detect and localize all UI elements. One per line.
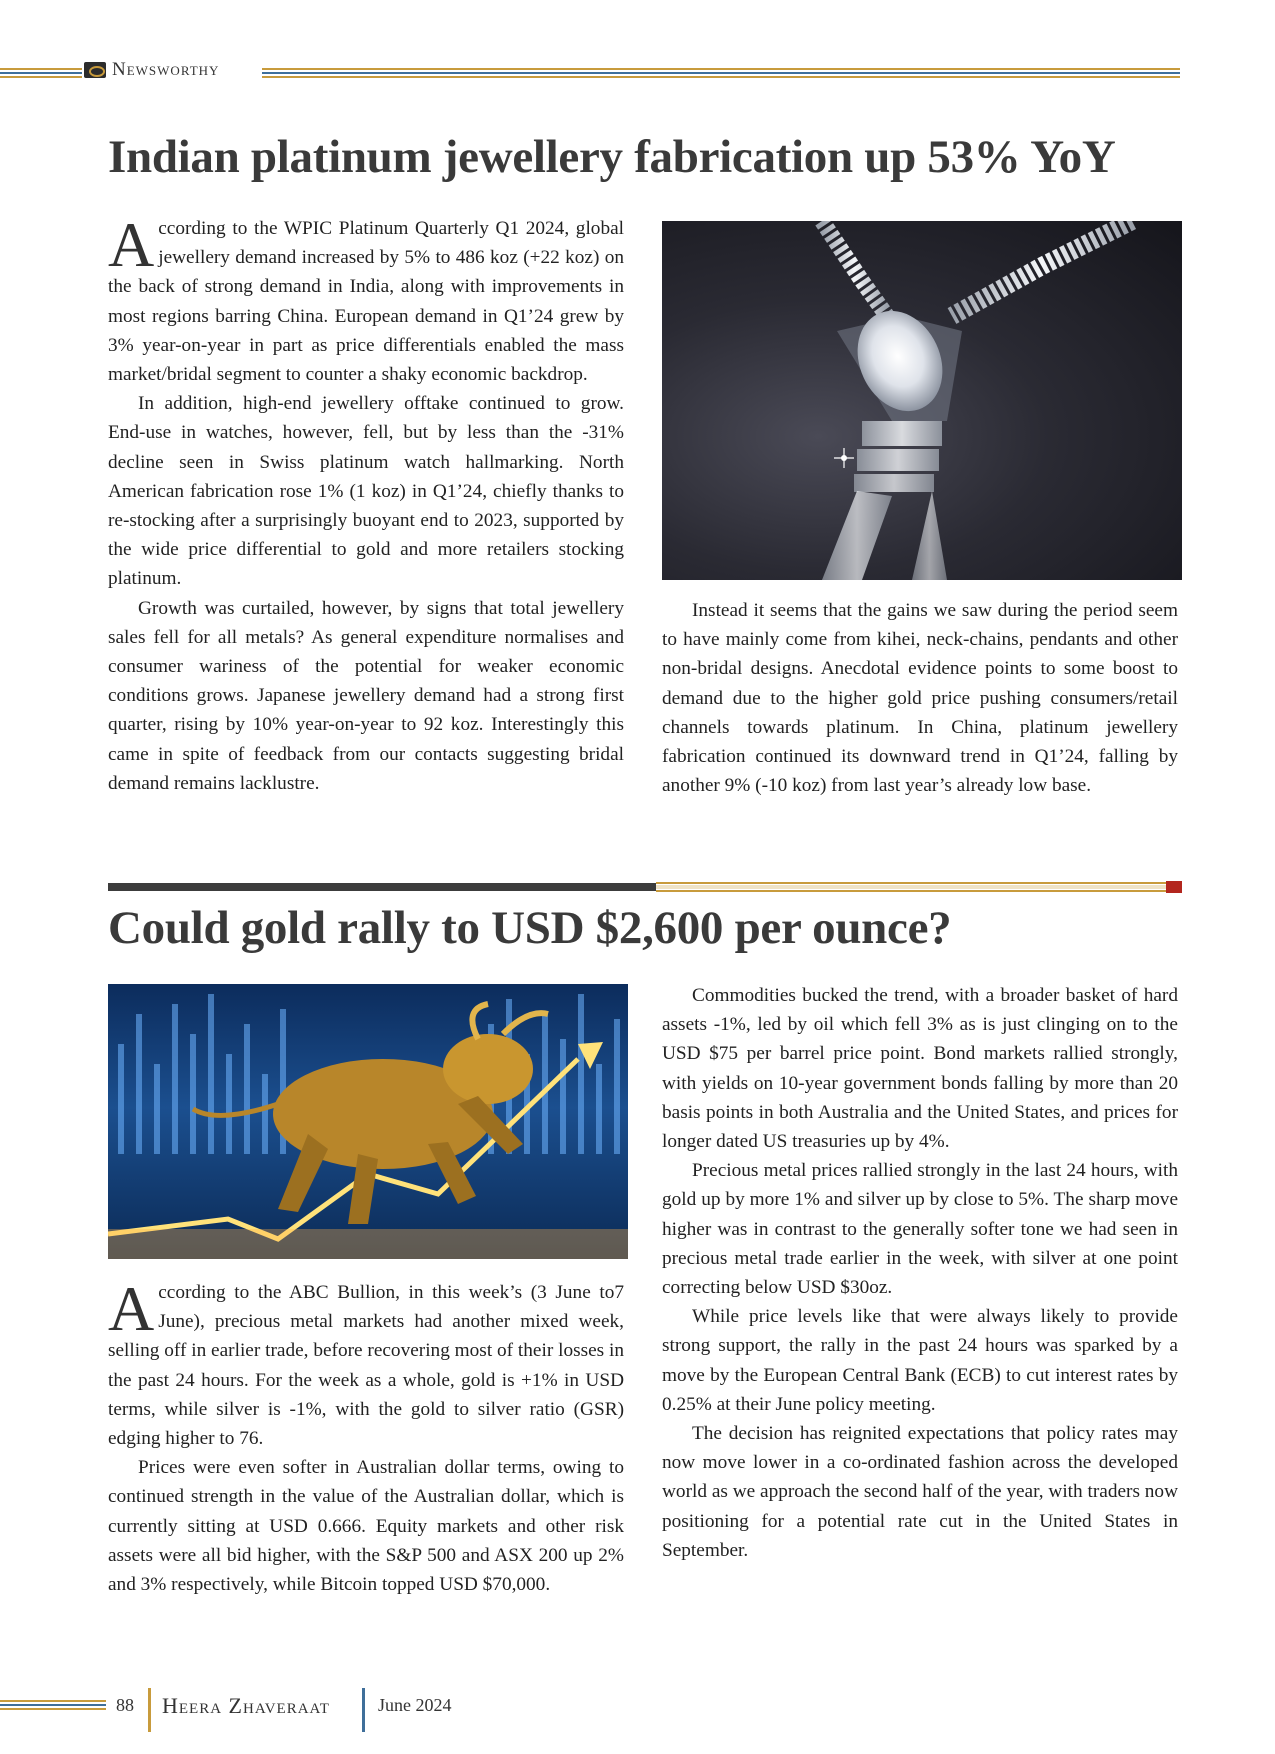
footer-separator-blue xyxy=(362,1688,365,1732)
footer-rule xyxy=(0,1700,106,1710)
footer-separator-gold xyxy=(148,1688,151,1732)
article2-title: Could gold rally to USD $2,600 per ounce? xyxy=(108,902,952,954)
article2-paragraph-6: The decision has reignited expectations that policy rates may now move lower in a co-ordinated fashion across the developed world as we approach the second half of the year, with traders now positioning for a potential rate cut in the United States in September. xyxy=(662,1423,1178,1561)
article1-dropcap: A xyxy=(108,209,155,280)
golden-bull-photo xyxy=(108,984,628,1259)
platinum-necklace-photo xyxy=(662,221,1182,580)
page-number: 88 xyxy=(116,1695,134,1715)
header-rule-left xyxy=(0,68,82,78)
article2-column-right xyxy=(662,981,1178,1565)
article1-paragraph-2: In addition, high-end jewellery offtake continued to grow. End-use in watches, however, fell, but by less than the -31% decline seen in Swiss platinum watch hallmarking. North American fabrication rose 1% (1 koz) in Q1’24, chiefly thanks to re-stocking after a surprisingly buoyant end to 2023, supported by the wide price differential to gold and more retailers stocking platinum. xyxy=(108,393,624,590)
section-divider xyxy=(108,880,1182,894)
issue-date: June 2024 xyxy=(378,1695,452,1715)
article1-title: Indian platinum jewellery fabrication up 53% YoY xyxy=(108,131,1116,183)
article2-dropcap: A xyxy=(108,1273,155,1344)
article2-paragraph-4: Precious metal prices rallied strongly in the last 24 hours, with gold up by more 1% and silver up by close to 5%. The sharp move higher was in contrast to the generally softer tone we had seen in precious metal trade earlier in the week, with silver at one point correcting below USD $30oz. xyxy=(662,1160,1178,1299)
header-rule-right xyxy=(262,68,1180,78)
article2-paragraph-5: While price levels like that were always likely to provide strong support, the rally in the past 24 hours was sparked by a move by the European Central Bank (ECB) to cut interest rates by 0.25% at their June policy meeting. xyxy=(662,1306,1178,1415)
article2-paragraph-1: According to the ABC Bullion, in this week’s (3 June to7 June), precious metal markets had another mixed week, selling off in earlier trade, before recovering most of their losses in the past 24 hours. For the week as a whole, gold is +1% in USD terms, while silver is -1%, with the gold to silver ratio (GSR) edging higher to 76. xyxy=(108,1273,624,1450)
article1-paragraph-1: According to the WPIC Platinum Quarterly Q1 2024, global jewellery demand increased by 5% to 486 koz (+22 koz) on the back of strong demand in India, along with improvements in most regions barring China. European demand in Q1’24 grew by 3% year-on-year in part as price differentials enabled the mass market/bridal segment to counter a shaky economic backdrop. xyxy=(108,209,624,386)
article2-paragraph-2: Prices were even softer in Australian dollar terms, owing to continued strength in the value of the Australian dollar, which is currently sitting at USD 0.666. Equity markets and other risk assets were all bid higher, with the S&P 500 and ASX 200 up 2% and 3% respectively, while Bitcoin topped USD $70,000. xyxy=(108,1457,624,1596)
article2-column-left xyxy=(108,1273,624,1599)
article1-column-left xyxy=(108,209,624,798)
article1-column-right xyxy=(662,596,1178,800)
article1-paragraph-3: Growth was curtailed, however, by signs that total jewellery sales fell for all metals? As general expenditure normalises and consumer wariness of the potential for weaker economic conditions grows. Japanese jewellery demand had a strong first quarter, rising by 10% year-on-year to 92 koz. Interestingly this came in spite of feedback from our contacts suggesting bridal demand remains lacklustre. xyxy=(108,597,624,794)
article2-paragraph-3: Commodities bucked the trend, with a broader basket of hard assets -1%, led by oil which fell 3% as is just clinging on to the USD $75 per barrel price point. Bond markets rallied strongly, with yields on 10-year government bonds falling by more than 20 basis points in both Australia and the United States, and prices for longer dated US treasuries up by 4%. xyxy=(662,985,1178,1153)
magazine-name: Heera Zhaveraat xyxy=(162,1693,330,1718)
section-label: Newsworthy xyxy=(112,59,220,80)
section-logo-icon xyxy=(84,62,106,78)
article1-paragraph-4: Instead it seems that the gains we saw during the period seem to have mainly come from kihei, neck-chains, pendants and other non-bridal designs. Anecdotal evidence points to some boost to demand due to the higher gold price pushing consumers/retail channels towards platinum. In China, platinum jewellery fabrication continued its downward trend in Q1’24, falling by another 9% (-10 koz) from last year’s already low base. xyxy=(662,600,1178,797)
